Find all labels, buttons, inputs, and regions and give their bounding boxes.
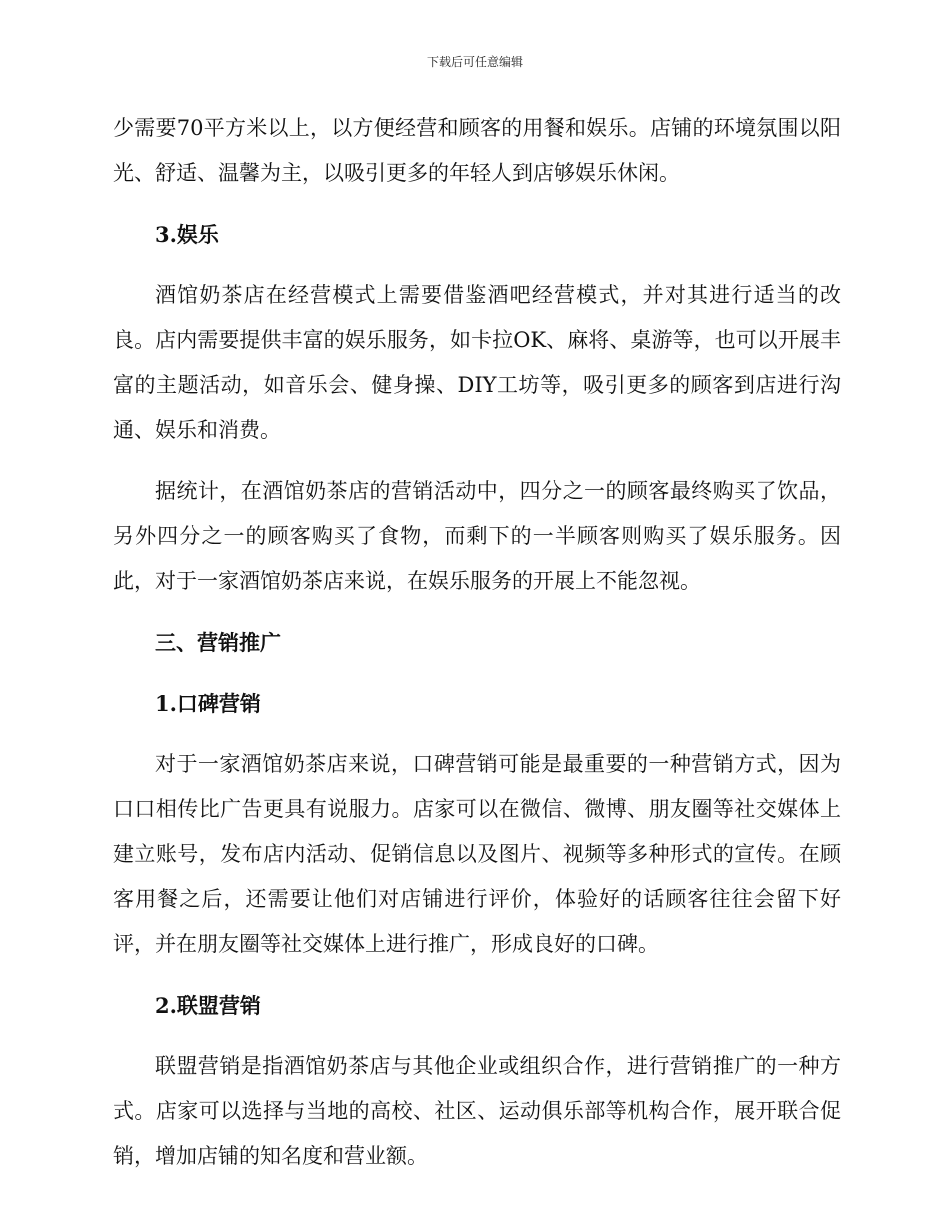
paragraph-statistics: 据统计，在酒馆奶茶店的营销活动中，四分之一的顾客最终购买了饮品，另外四分之一的顾客购买了食物，而剩下的一半顾客则购买了娱乐服务。因此，对于一家酒馆奶茶店来说，在娱乐服务的开展上不能忽视。 xyxy=(113,479,841,593)
chapter-heading-marketing: 三、营销推广 xyxy=(155,630,281,655)
section-heading-word-of-mouth: 1.口碑营销 xyxy=(155,691,261,716)
paragraph-word-of-mouth: 对于一家酒馆奶茶店来说，口碑营销可能是最重要的一种营销方式，因为口口相传比广告更具有说服力。店家可以在微信、微博、朋友圈等社交媒体上建立账号，发布店内活动、促销信息以及图片、视频等多种形式的宣传。在顾客用餐之后，还需要让他们对店铺进行评价，体验好的话顾客往往会留下好评，并在朋友圈等社交媒体上进行推广，形成良好的口碑。 xyxy=(113,752,841,956)
section-heading-alliance: 2.联盟营销 xyxy=(155,993,261,1018)
paragraph-continued: 少需要70平方米以上，以方便经营和顾客的用餐和娱乐。店铺的环境氛围以阳光、舒适、温馨为主，以吸引更多的年轻人到店够娱乐休闲。 xyxy=(113,116,841,185)
paragraph-alliance: 联盟营销是指酒馆奶茶店与其他企业或组织合作，进行营销推广的一种方式。店家可以选择与当地的高校、社区、运动俱乐部等机构合作，展开联合促销，增加店铺的知名度和营业额。 xyxy=(113,1054,841,1168)
document-body xyxy=(113,106,841,1195)
paragraph-entertainment-model: 酒馆奶茶店在经营模式上需要借鉴酒吧经营模式，并对其进行适当的改良。店内需要提供丰富的娱乐服务，如卡拉OK、麻将、桌游等，也可以开展丰富的主题活动，如音乐会、健身操、DIY工坊等，吸引更多的顾客到店进行沟通、娱乐和消费。 xyxy=(113,283,841,442)
page-header: 下载后可任意编辑 xyxy=(426,55,523,69)
section-heading-entertainment: 3.娱乐 xyxy=(155,222,219,247)
